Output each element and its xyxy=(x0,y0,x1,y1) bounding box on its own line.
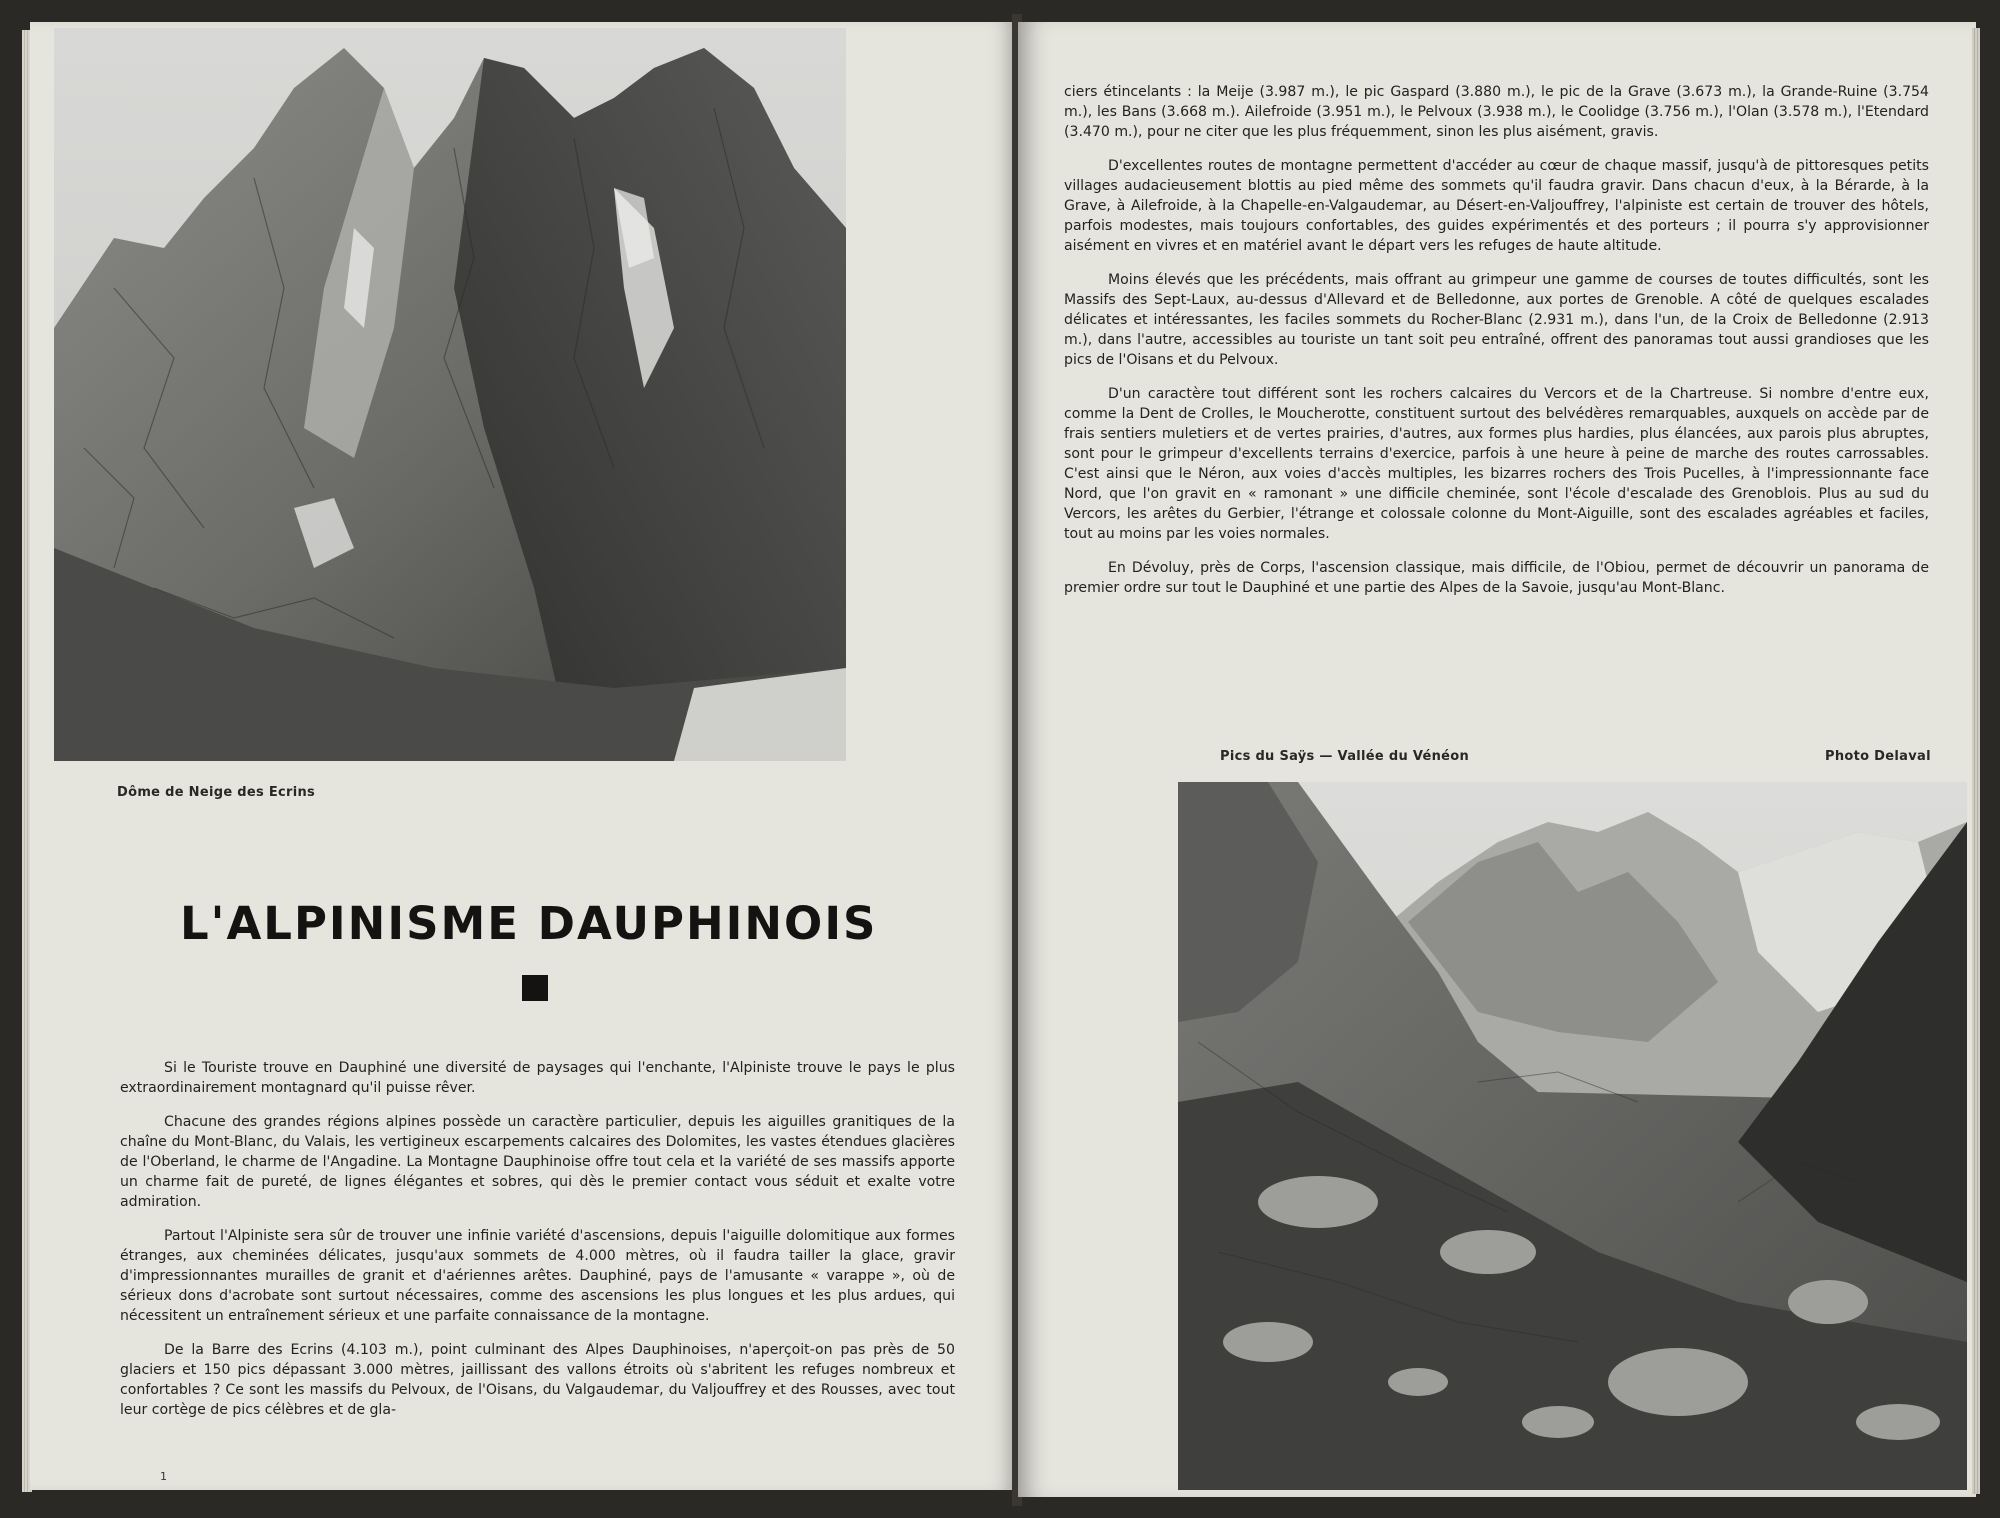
right-paragraph: D'excellentes routes de montagne permettent d'accéder au cœur de chaque massif, jusqu'à de pittoresques petits villages audacieusement blottis au pied même des sommets qu'il faudra gravir. Dans chacun d'eux, à la Bérarde, à la Grave, à Ailefroide, à la Chapelle-en-Valgaudemar, au Désert-en-Valjouffrey, l'alpiniste est certain de trouver des hôtels, parfois modestes, mais toujours confortables, des guides expérimentés et des porteurs ; il pourra s'y approvisionner aisément en vivres et en matériel avant le départ vers les refuges de haute altitude. xyxy=(1064,158,1929,254)
mountain-photo-illustration xyxy=(54,28,846,761)
right-photo-credit: Photo Delaval xyxy=(1825,749,1931,764)
right-paragraph: ciers étincelants : la Meije (3.987 m.), le pic Gaspard (3.880 m.), le pic de la Grave (3.673 m.), la Grande-Ruine (3.754 m.), les Bans (3.668 m.). Ailefroide (3.951 m.), le Pelvoux (3.938 m.), le Coolidge (3.756 m.), l'Olan (3.578 m.), l'Etendard (3.470 m.), pour ne citer que les plus fréquemment, sinon les plus aisément, gravis. xyxy=(1064,84,1929,140)
right-paragraph: D'un caractère tout différent sont les rochers calcaires du Vercors et de la Chartreuse. Si nombre d'entre eux, comme la Dent de Crolles, le Moucherotte, constituent surtout des belvédères remarquables, auxquels on accède par de frais sentiers muletiers et de vertes prairies, d'autres, aux formes plus hardies, plus élancées, aux parois plus abruptes, sont pour le grimpeur d'excellents terrains d'exercice, parfois à une heure à peine de marche des routes carrossables. C'est ainsi que le Néron, aux voies d'accès multiples, les bizarres rochers des Trois Pucelles, à l'impressionnante face Nord, que l'on gravit en « ramonant » une difficile cheminée, sont l'école d'escalade des Grenoblois. Plus au sud du Vercors, les arêtes du Gerbier, l'étrange et colossale colonne du Mont-Aiguille, sont des escalades agréables et faciles, tout au moins par les voies normales. xyxy=(1064,386,1929,542)
valley-photo-illustration xyxy=(1178,782,1967,1490)
right-paragraph: Moins élevés que les précédents, mais offrant au grimpeur une gamme de courses de toutes difficultés, sont les Massifs des Sept-Laux, au-dessus d'Allevard et de Belledonne, aux portes de Grenoble. A côté de quelques escalades délicates et intéressantes, les faciles sommets du Rocher-Blanc (2.931 m.), dans l'un, de la Croix de Belledonne (2.913 m.), dans l'autre, accessibles au touriste un tant soit peu entraîné, offrent des panoramas tout aussi grandioses que les pics de l'Oisans et du Pelvoux. xyxy=(1064,272,1929,368)
left-paragraph: De la Barre des Ecrins (4.103 m.), point culminant des Alpes Dauphinoises, n'aperçoit-on pas près de 50 glaciers et 150 pics dépassant 3.000 mètres, jaillissant des vallons étroits où s'abritent les refuges nombreux et confortables ? Ce sont les massifs du Pelvoux, de l'Oisans, du Valgaudemar, du Valjouffrey et des Rousses, avec tout leur cortège de pics célèbres et de gla- xyxy=(120,1342,955,1418)
left-body-text xyxy=(120,1058,955,1434)
left-paragraph: Si le Touriste trouve en Dauphiné une diversité de paysages qui l'enchante, l'Alpiniste trouve le pays le plus extraordinairement montagnard qu'il puisse rêver. xyxy=(120,1060,955,1096)
right-page-edge xyxy=(1972,28,1980,1494)
title-ornament xyxy=(522,975,548,1001)
left-photo-caption: Dôme de Neige des Ecrins xyxy=(117,785,316,800)
right-body-text xyxy=(1064,82,1929,612)
page-number: 1 xyxy=(160,1470,167,1483)
photo-dome-de-neige xyxy=(54,28,846,761)
photo-pics-du-says xyxy=(1178,782,1967,1490)
left-paragraph: Chacune des grandes régions alpines possède un caractère particulier, depuis les aiguilles granitiques de la chaîne du Mont-Blanc, du Valais, les vertigineux escarpements calcaires des Dolomites, les vastes étendues glacières de l'Oberland, le charme de l'Angadine. La Montagne Dauphinoise offre tout cela et la variété de ses massifs apporte un charme fait de pureté, de lignes élégantes et sobres, qui dès le premier contact vous séduit et exalte votre admiration. xyxy=(120,1114,955,1210)
left-paragraph: Partout l'Alpiniste sera sûr de trouver une infinie variété d'ascensions, depuis l'aiguille dolomitique aux formes étranges, aux cheminées délicates, jusqu'aux sommets de 4.000 mètres, où il faudra tailler la glace, gravir d'impressionnantes murailles de granit et d'aériennes arêtes. Dauphiné, pays de l'amusante « varappe », où de sérieux dons d'acrobate sont surtout nécessaires, comme des ascensions les plus longues et les plus ardues, qui nécessitent un entraînement sérieux et une parfaite connaissance de la montagne. xyxy=(120,1228,955,1324)
right-paragraph: En Dévoluy, près de Corps, l'ascension classique, mais difficile, de l'Obiou, permet de découvrir un panorama de premier ordre sur tout le Dauphiné et une partie des Alpes de la Savoie, jusqu'au Mont-Blanc. xyxy=(1064,560,1929,596)
page-title: L'ALPINISME DAUPHINOIS xyxy=(180,897,878,950)
right-photo-caption: Pics du Saÿs — Vallée du Vénéon xyxy=(1220,749,1470,764)
